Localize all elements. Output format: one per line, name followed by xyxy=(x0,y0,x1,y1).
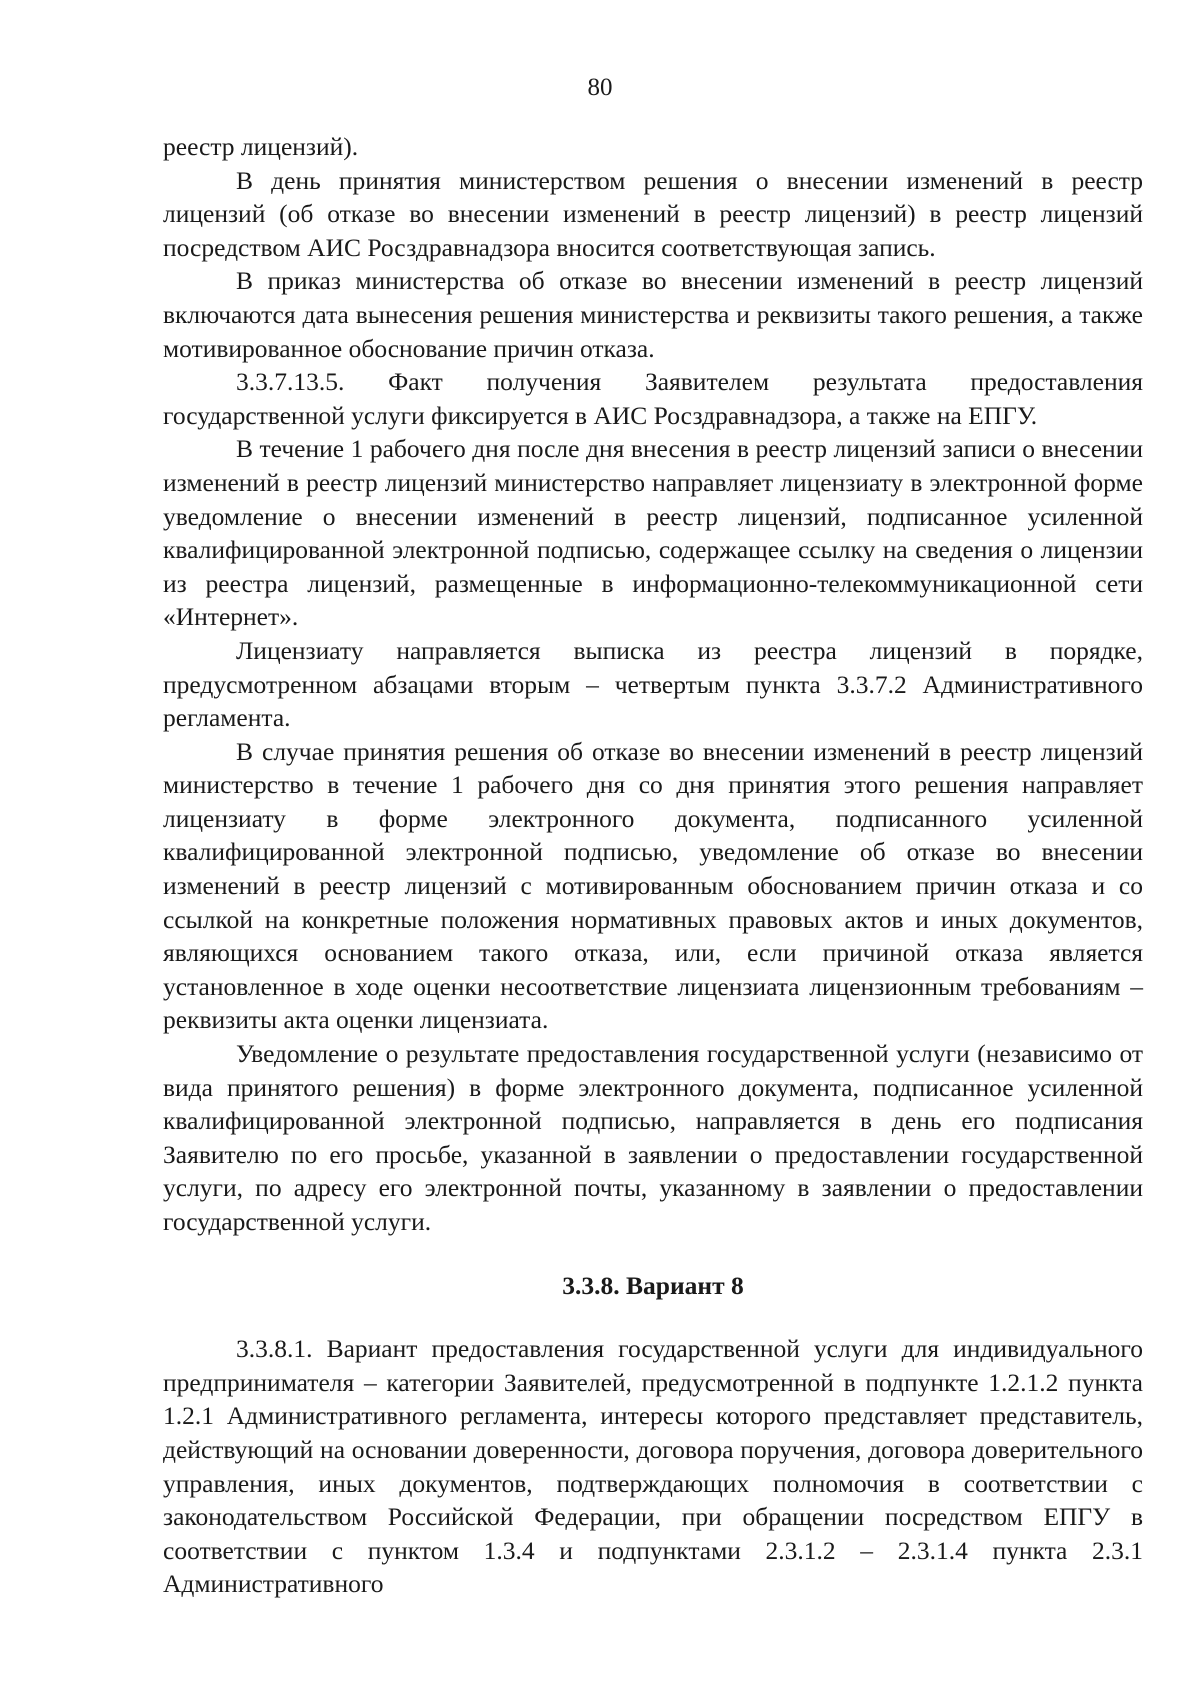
page-number: 80 xyxy=(587,74,613,101)
paragraph-continuation: реестр лицензий). xyxy=(163,132,359,161)
document-body xyxy=(163,130,1143,1601)
paragraph-refusal-notification: В случае принятия решения об отказе во внесении изменений в реестр лицензий министерство в течение 1 рабочего дня со дня принятия этого решения направляет лицензиату в форме электронного документа, подписанного усиленной квалифицированной электронной подписью, уведомление об отказе во внесении изменений в реестр лицензий с мотивированным обоснованием причин отказа и со ссылкой на конкретные положения нормативных правовых актов и иных документов, являющихся основанием такого отказа, или, если причиной отказа является установленное в ходе оценки несоответствие лицензиата лицензионным требованиям – реквизиты акта оценки лицензиата. xyxy=(163,736,1143,1035)
paragraph-3-3-8-1: 3.3.8.1. Вариант предоставления государственной услуги для индивидуального предпринимателя – категории Заявителей, предусмотренной в подпункте 1.2.1.2 пункта 1.2.1 Административного регламента, интересы которого представляет представитель, действующий на основании доверенности, договора поручения, договора доверительного управления, иных документов, подтверждающих полномочия в соответствии с законодательством Российской Федерации, при обращении посредством ЕПГУ в соответствии с пунктом 1.3.4 и подпунктами 2.3.1.2 – 2.3.1.4 пункта 2.3.1 Административного xyxy=(163,1334,1143,1599)
paragraph-refusal-order: В приказ министерства об отказе во внесении изменений в реестр лицензий включаются дата вынесения решения министерства и реквизиты такого решения, а также мотивированное обоснование причин отказа. xyxy=(163,266,1143,363)
paragraph-notification-changes: В течение 1 рабочего дня после дня внесения в реестр лицензий записи о внесении изменений в реестр лицензий министерство направляет лицензиату в электронной форме уведомление о внесении изменений в реестр лицензий, подписанное усиленной квалифицированной электронной подписью, содержащее ссылку на сведения о лицензии из реестра лицензий, размещенные в информационно-телекоммуникационной сети «Интернет». xyxy=(163,434,1143,632)
paragraph-registry-entry: В день принятия министерством решения о внесении изменений в реестр лицензий (об отказе во внесении изменений в реестр лицензий) в реестр лицензий посредством АИС Росздравнадзора вносится соответствующая запись. xyxy=(163,165,1143,262)
section-heading: 3.3.8. Вариант 8 xyxy=(562,1270,744,1300)
paragraph-3-3-7-13-5: 3.3.7.13.5. Факт получения Заявителем результата предоставления государственной услуги фиксируется в АИС Росздравнадзора, а также на ЕПГУ. xyxy=(163,367,1143,430)
paragraph-result-notification: Уведомление о результате предоставления государственной услуги (независимо от вида принятого решения) в форме электронного документа, подписанное усиленной квалифицированной электронной подписью, направляется в день его подписания Заявителю по его просьбе, указанной в заявлении о предоставлении государственной услуги, по адресу его электронной почты, указанному в заявлении о предоставлении государственной услуги. xyxy=(163,1039,1143,1236)
paragraph-extract: Лицензиату направляется выписка из реестра лицензий в порядке, предусмотренном абзацами вторым – четвертым пункта 3.3.7.2 Административного регламента. xyxy=(163,635,1143,733)
